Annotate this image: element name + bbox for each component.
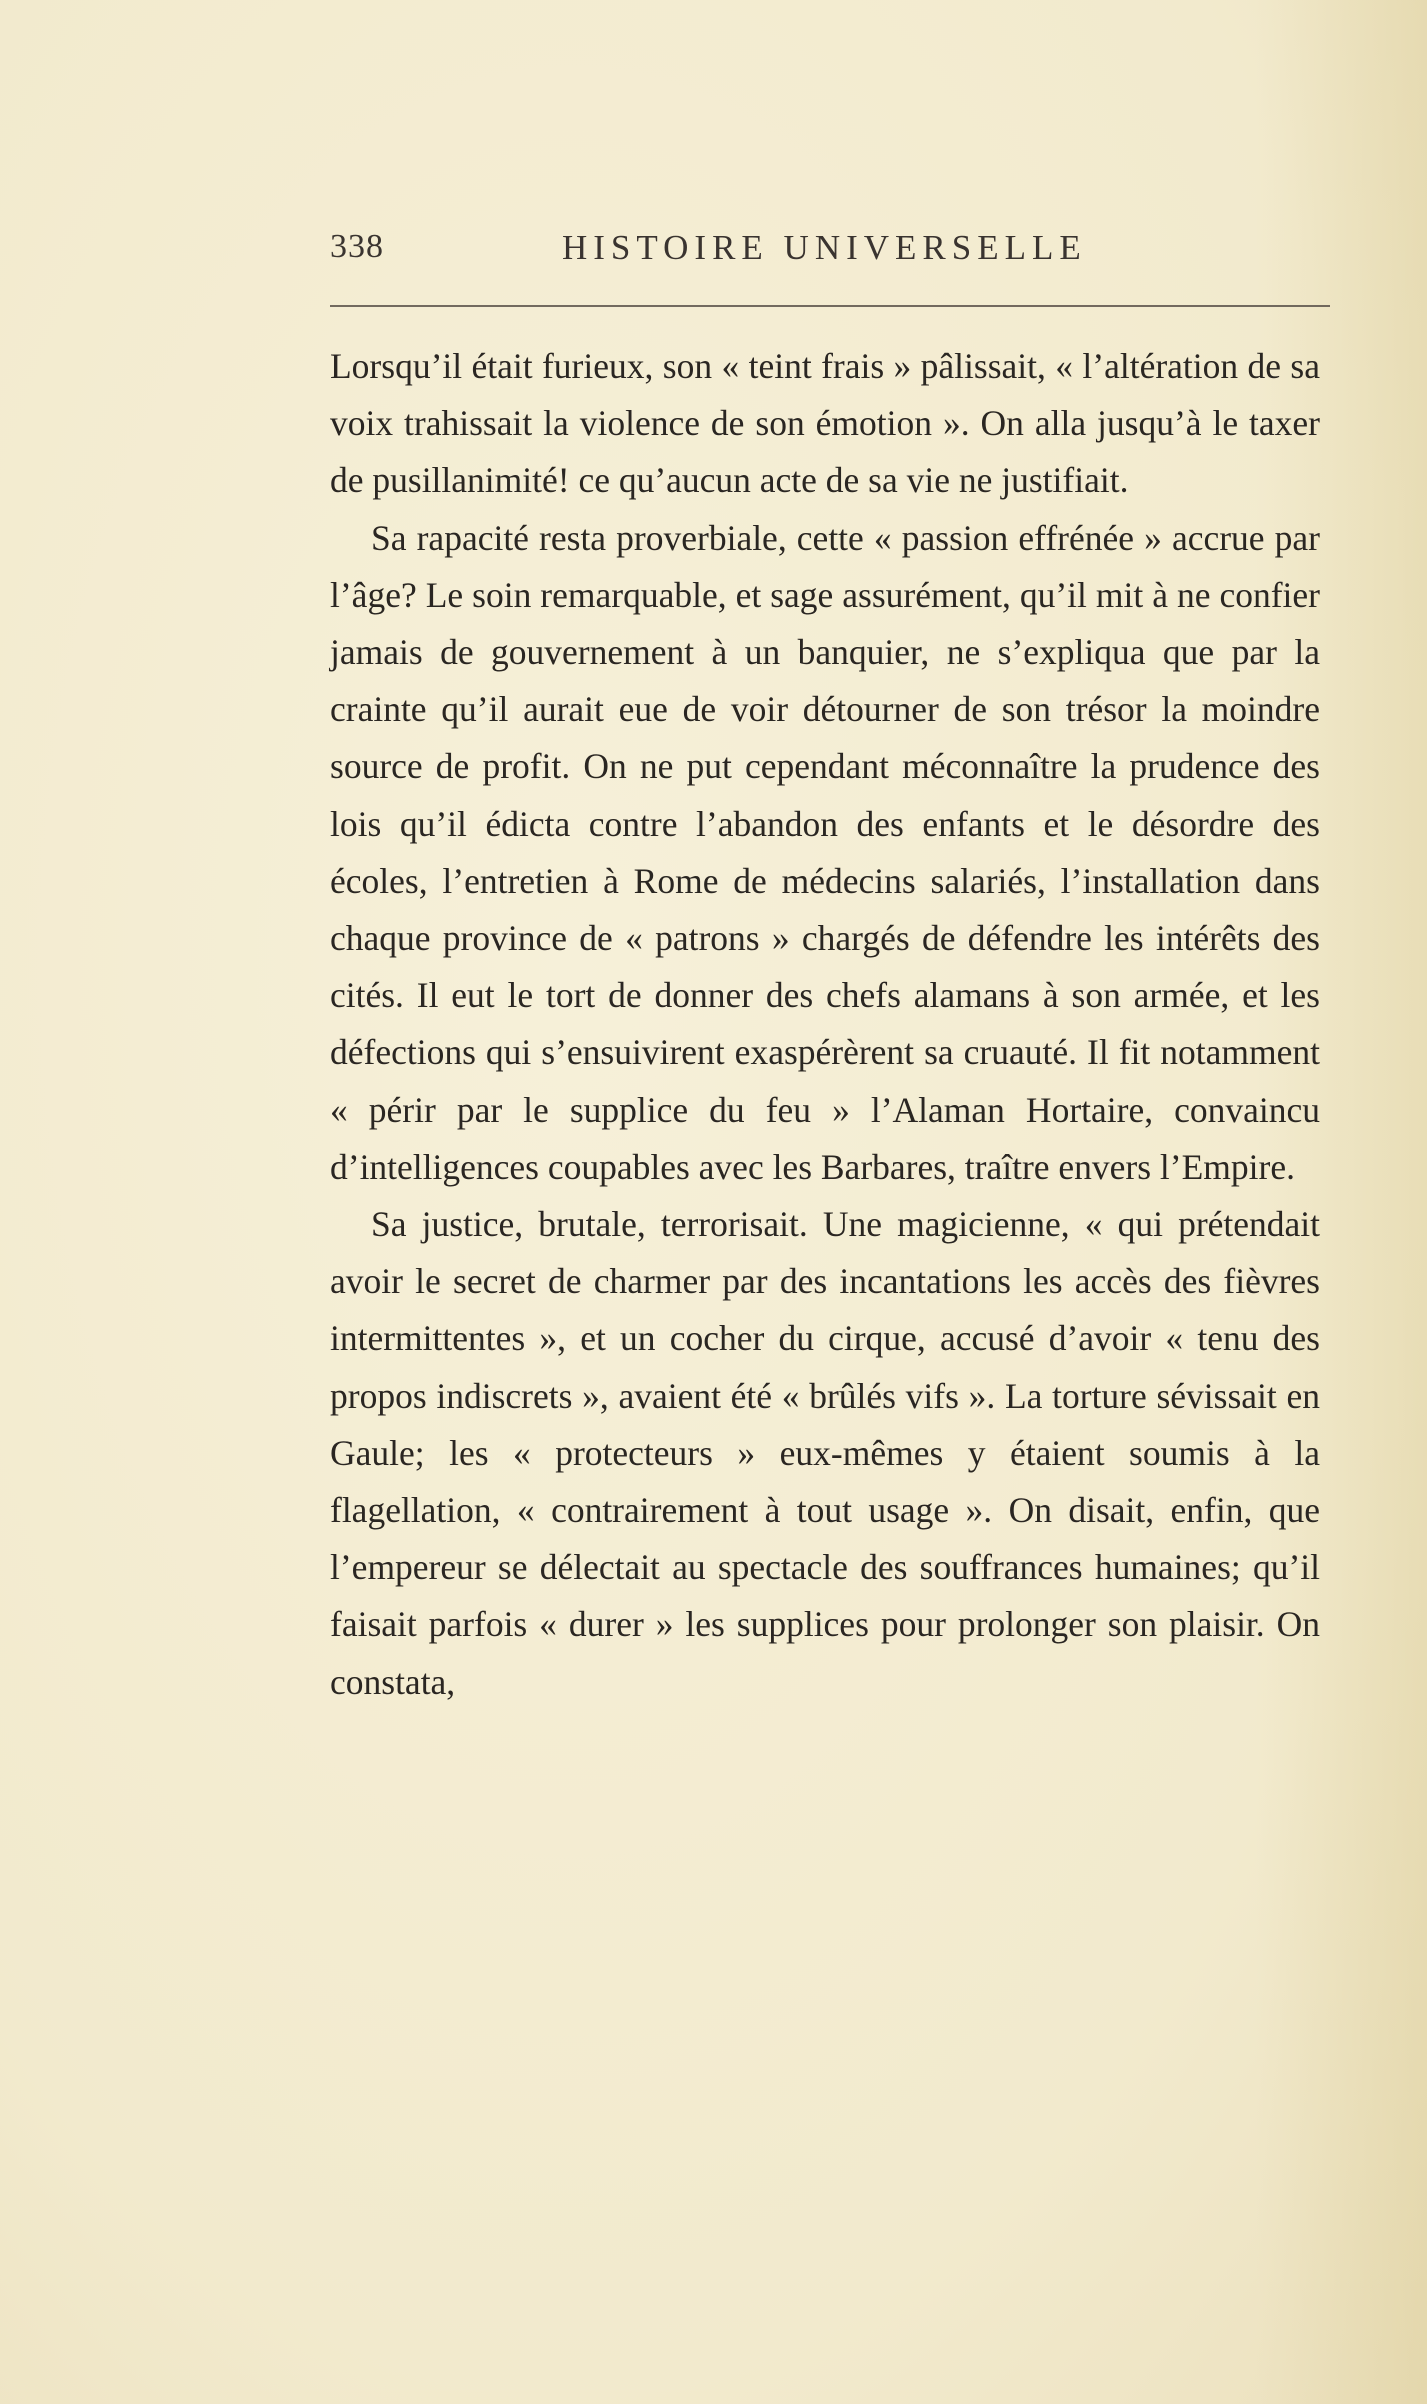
page-header [330,228,1340,288]
paragraph-3: Sa justice, brutale, terrorisait. Une magicienne, « qui prétendait avoir le secret de charmer par des incantations les accès des fièvres intermittentes », et un cocher du cirque, accusé d’avoir « tenu des propos indiscrets », avaient été « brûlés vifs ». La torture sévissait en Gaule; les « protecteurs » eux-mêmes y étaient soumis à la flagellation, « contrairement à tout usage ». On disait, enfin, que l’empereur se délectait au spectacle des souffrances humaines; qu’il faisait parfois « durer » les supplices pour prolonger son plaisir. On constata, [330,1204,1320,1702]
body-text [330,338,1320,1711]
paragraph-1: Lorsqu’il était furieux, son « teint frais » pâlissait, « l’altération de sa voix trahissait la violence de son émotion ». On alla jusqu’à le taxer de pusillanimité! ce qu’aucun acte de sa vie ne justifiait. [330,346,1320,501]
page-number: 338 [330,228,384,265]
paragraph-2: Sa rapacité resta proverbiale, cette « passion effrénée » accrue par l’âge? Le soin remarquable, et sage assurément, qu’il mit à ne confier jamais de gouvernement à un banquier, ne s’expliqua que par la crainte qu’il aurait eue de voir détourner de son trésor la moindre source de profit. On ne put cependant méconnaître la prudence des lois qu’il édicta contre l’abandon des enfants et le désordre des écoles, l’entretien à Rome de médecins salariés, l’installation dans chaque province de « patrons » chargés de défendre les intérêts des cités. Il eut le tort de donner des chefs alamans à son armée, et les défections qui s’ensuivirent exaspérèrent sa cruauté. Il fit notamment « périr par le supplice du feu » l’Alaman Hortaire, convaincu d’intelligences coupables avec les Barbares, traître envers l’Empire. [330,517,1320,1187]
header-rule [330,305,1330,307]
running-title: HISTOIRE UNIVERSELLE [562,228,1087,267]
